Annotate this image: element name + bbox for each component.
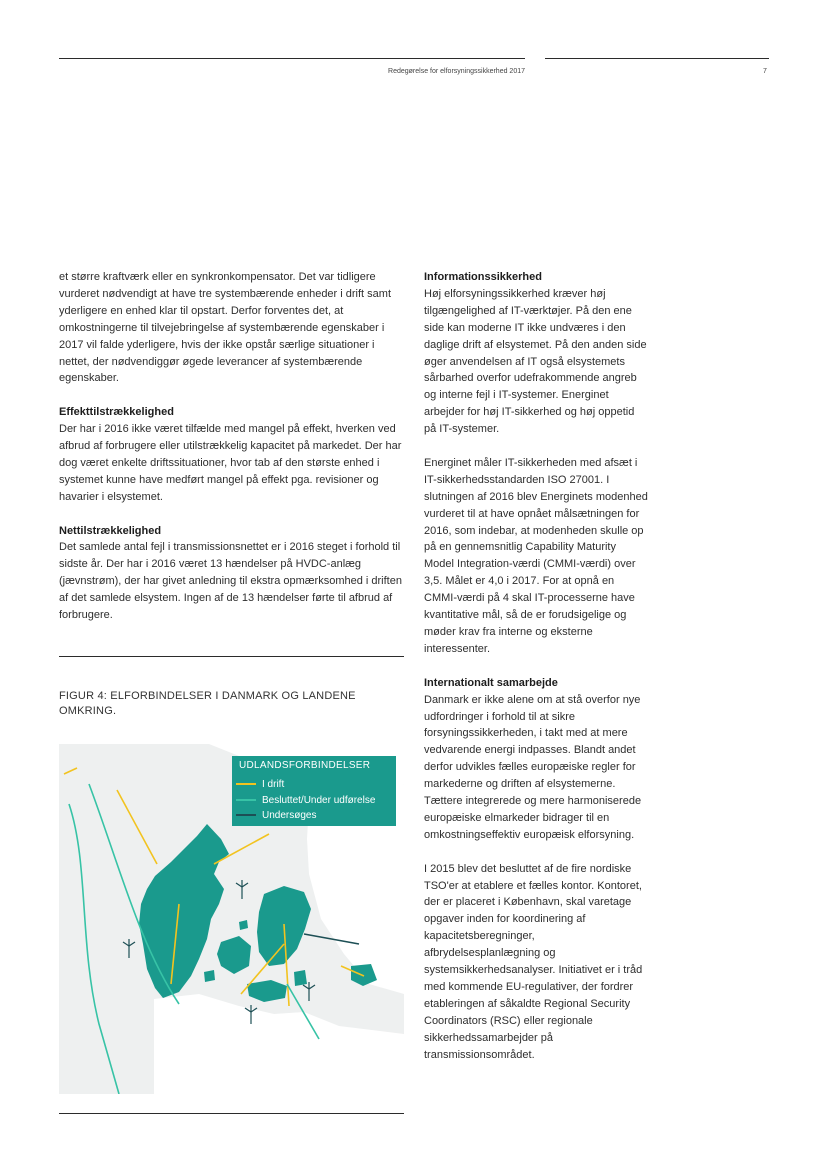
legend-item-investigated (236, 808, 316, 822)
line-norway-west (64, 768, 77, 774)
legend-swatch (236, 814, 256, 816)
line-skagerrak (117, 790, 157, 864)
figure-title: FIGUR 4: ELFORBINDELSER I DANMARK OG LANDENE OMKRING. (59, 690, 356, 717)
figure-rule-top (59, 656, 404, 657)
right-column (424, 269, 648, 1080)
header-rule-right (545, 58, 769, 59)
heading-nettilstraekkelighed: Nettilstrækkelighed (59, 524, 162, 537)
running-header-title: Redegørelse for elforsyningssikkerhed 2017 (388, 68, 525, 75)
wind-turbine-icon (236, 880, 248, 899)
germany-landmass (154, 994, 404, 1094)
jutland-landmass (139, 824, 229, 998)
legend-title: UDLANDSFORBINDELSER (239, 760, 371, 771)
legend-label: Besluttet/Under udførelse (262, 794, 376, 806)
wind-turbine-icon (123, 939, 135, 958)
paragraph-informationssikkerhed-2: Energinet måler IT-sikkerheden med afsæt i IT-sikkerhedsstandarden ISO 27001. I slutningen af 2016 blev Energinets modenhed vurderet til at have opnået målsætningen for 2016, som indebar, at modenheden skulle op på en gennemsnitlig Capability Maturity Model Integration-værdi (CMMI-værdi) over 3,5. Målet er 4,0 i 2017. For at opnå en CMMI-værdi på 4 skal IT-processerne have kvantitative mål, så de er forudsigelige og møder krav fra interne og eksterne interessenter. (424, 456, 648, 655)
heading-informationssikkerhed: Informationssikkerhed (424, 271, 542, 283)
heading-internationalt-samarbejde: Internationalt samarbejde (424, 676, 558, 689)
header-rule-left (59, 58, 525, 59)
paragraph-system-carrying: et større kraftværk eller en synkronkompensator. Det var tidligere vurderet nødvendigt at have tre systembærende enheder i drift samt yderligere en enhed klar til opstart. Derfor forventes det, at omkostningerne til tilvejebringelse af systembærende egenskaber i 2017 vil falde yderligere, hvis der ikke opstår særlige situationer i nettet, der nødvendiggør øgede leverancer af systembærende egenskaber. (59, 271, 392, 385)
legend-swatch (236, 783, 256, 785)
legend-label: Undersøges (262, 809, 317, 821)
paragraph-informationssikkerhed-1: Høj elforsyningssikkerhed kræver høj tilgængelighed af IT-værktøjer. På den ene side kan moderne IT ikke undværes i den daglige drift af elsystemet. På den anden side øger anvendelsen af IT også elsystemets sårbarhed overfor udefrakommende angreb og interne fejl i IT-systemer. Energinet arbejder for høj IT-sikkerhed og høj oppetid på IT-systemer. (424, 287, 647, 436)
legend-item-in-operation (236, 777, 284, 791)
paragraph-internationalt-1: Danmark er ikke alene om at stå overfor nye udfordringer i forhold til at sikre forsyningssikkerheden, i takt med at mere vedvarende energi indpasses. Blandt andet derfor udvikles fælles europæiske regler for markederne og driften af elsystemerne. Tættere integrerede og mere harmoniserede europæiske elmarkeder bidrager til en omkostningseffektiv europæisk elforsyning. (424, 693, 642, 841)
wind-turbine-icon (303, 982, 315, 1001)
heading-effekttilstraekkelighed: Effekttilstrækkelighed (59, 406, 174, 419)
paragraph-effekttilstraekkelighed: Der har i 2016 ikke været tilfælde med mangel på effekt, hverken ved afbrud af forbrugere eller utilstrækkelig kapacitet på markedet. Der har dog været enkelte driftssituationer, hvor tab af den største enhed i systemet kunne have medført mangel på effekt pga. revisioner og havarier i elsystemet. (59, 423, 402, 503)
paragraph-internationalt-2: I 2015 blev det besluttet af de fire nordiske TSO'er at etablere et fælles kontor. Kontoret, der er placeret i København, skal varetage opgaver inden for koordinering af kapacitetsberegninger, afbrydelsesplanlægning og systemsikkerhedsanalyser. Initiativet er i tråd med kommende EU-regulativer, der fordrer etableringen af såkaldte Regional Security Coordinators (RSC) eller regionale sikkerhedssamarbejder på transmissionsområdet. (424, 862, 643, 1061)
figure-rule-bottom (59, 1113, 404, 1114)
map-legend (232, 756, 396, 826)
paragraph-nettilstraekkelighed: Det samlede antal fejl i transmissionsnettet er i 2016 steget i forhold til sidste år. Der har i 2016 været 13 hændelser på HVDC-anlæg (jævnstrøm), der har givet anledning til ekstra opmærksomhed i driften af det samlede elsystem. Ingen af de 13 hændelser førte til afbrud af forbrugere. (59, 541, 402, 622)
legend-label: I drift (262, 778, 285, 790)
funen-island (217, 936, 251, 974)
legend-swatch (236, 799, 256, 801)
legend-item-decided (236, 793, 375, 807)
left-column (59, 269, 405, 641)
lolland-falster-islands (247, 980, 287, 1002)
page-number: 7 (763, 68, 767, 75)
